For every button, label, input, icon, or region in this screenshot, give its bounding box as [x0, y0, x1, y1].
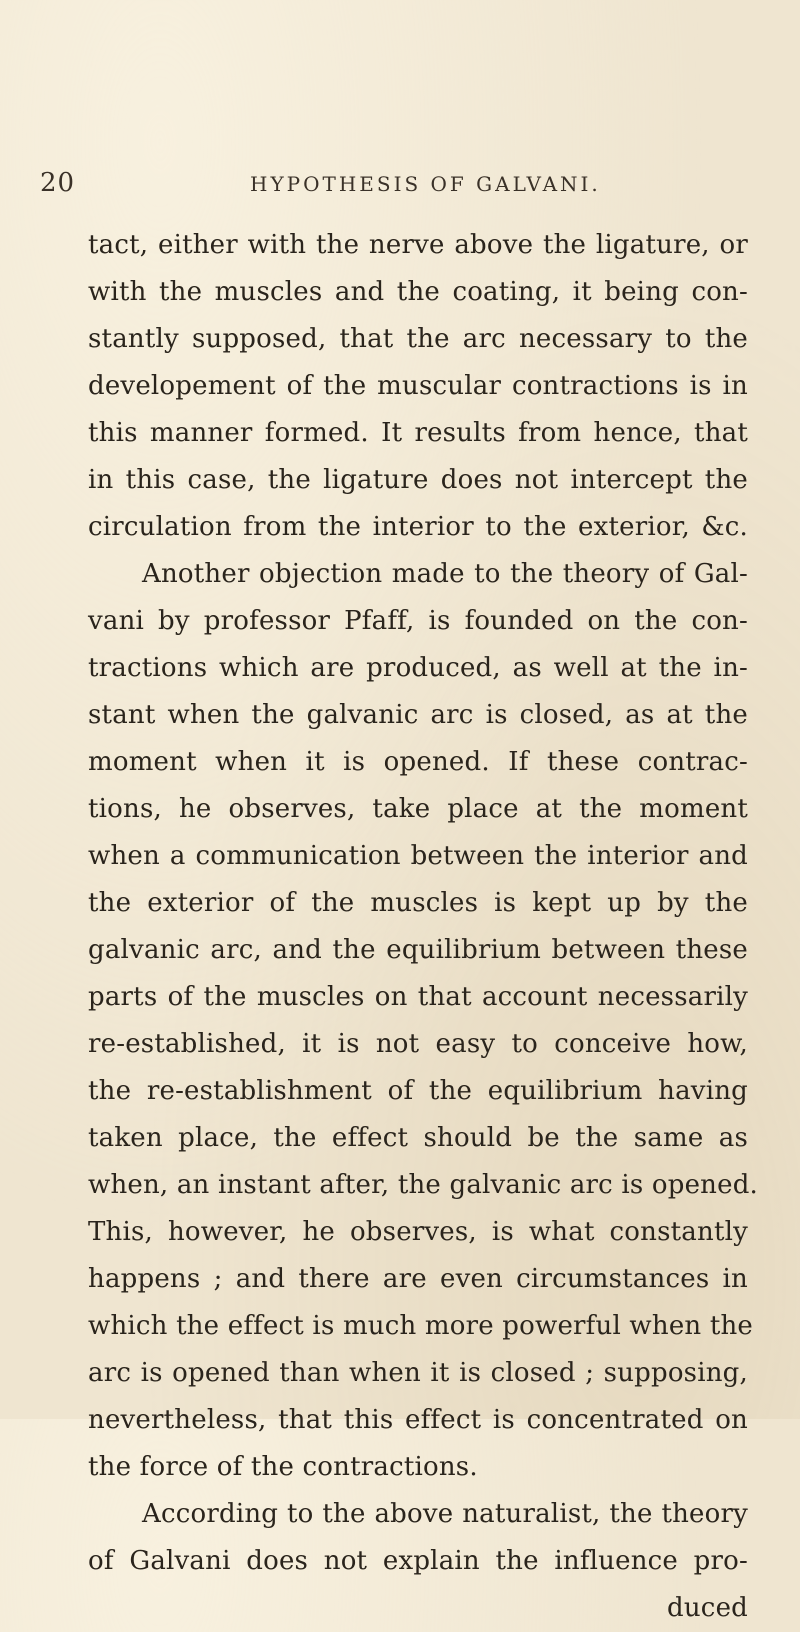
text-line: vani by professor Pfaff, is founded on the con-: [88, 606, 748, 636]
text-line: stant when the galvanic arc is closed, as at the: [88, 700, 748, 730]
text-line: the re-establishment of the equilibrium having: [88, 1076, 748, 1106]
text-line: which the effect is much more powerful when the: [88, 1311, 753, 1341]
text-line: happens ; and there are even circumstances in: [88, 1264, 748, 1294]
text-line: Another objection made to the theory of Gal-: [142, 559, 748, 589]
text-line: arc is opened than when it is closed ; supposing,: [88, 1358, 748, 1388]
text-line: the exterior of the muscles is kept up by the: [88, 888, 748, 918]
text-line: taken place, the effect should be the same as: [88, 1123, 748, 1153]
text-line: when, an instant after, the galvanic arc is opened.: [88, 1170, 759, 1200]
text-line: According to the above naturalist, the theory: [142, 1499, 748, 1529]
text-line: circulation from the interior to the exterior, &c.: [88, 512, 748, 542]
text-line: moment when it is opened. If these contrac-: [88, 747, 748, 777]
text-line: when a communication between the interior and: [88, 841, 748, 871]
text-line: in this case, the ligature does not intercept the: [88, 465, 748, 495]
text-line: tractions which are produced, as well at the in-: [88, 653, 748, 683]
text-line: tact, either with the nerve above the ligature, or: [88, 230, 748, 260]
text-line: parts of the muscles on that account necessarily: [88, 982, 748, 1012]
catchword: duced: [667, 1593, 748, 1623]
page-number: 20: [40, 168, 76, 198]
text-line: This, however, he observes, is what constantly: [88, 1217, 748, 1247]
text-line: of Galvani does not explain the influence pro-: [88, 1546, 748, 1576]
text-line: galvanic arc, and the equilibrium between these: [88, 935, 748, 965]
page-header: [40, 168, 740, 208]
running-head: HYPOTHESIS OF GALVANI.: [250, 172, 601, 196]
text-line: developement of the muscular contractions is in: [88, 371, 748, 401]
text-line: re-established, it is not easy to conceive how,: [88, 1029, 748, 1059]
text-line: the force of the contractions.: [88, 1452, 478, 1482]
text-line: tions, he observes, take place at the moment: [88, 794, 748, 824]
text-line: nevertheless, that this effect is concentrated on: [88, 1405, 748, 1435]
text-line: with the muscles and the coating, it being con-: [88, 277, 748, 307]
body-text: [88, 222, 759, 1632]
text-line: stantly supposed, that the arc necessary to the: [88, 324, 748, 354]
text-line: this manner formed. It results from hence, that: [88, 418, 748, 448]
